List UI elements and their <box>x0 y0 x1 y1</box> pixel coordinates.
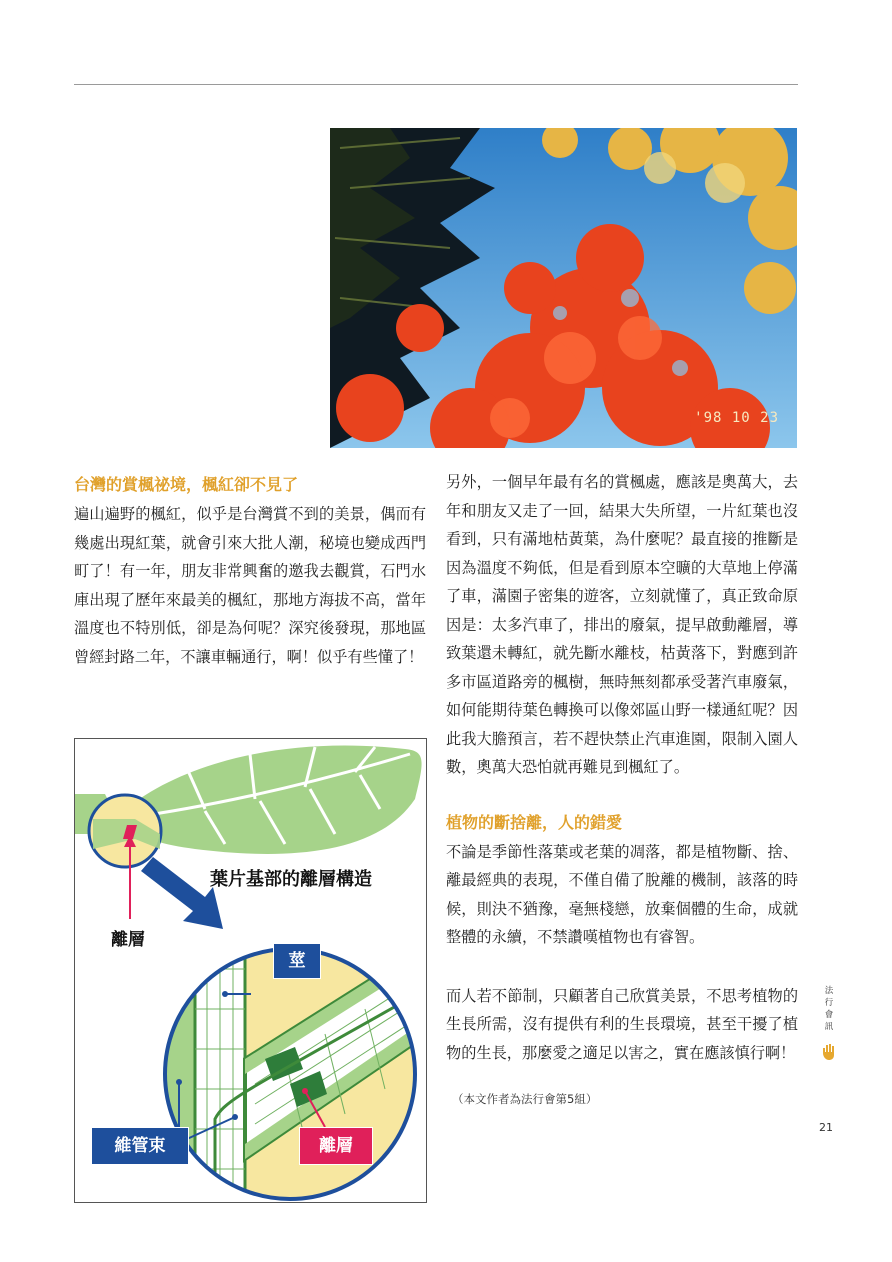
section-heading-detachment: 植物的斷捨離，人的錯愛 <box>446 812 623 832</box>
paragraph-human-restraint: 而人若不節制，只顧著自己欣賞美景，不思考植物的生長所需，沒有提供有利的生長環境，甚至干擾了植物的生長，那麼愛之適足以害之，實在應該慎行啊！ <box>446 986 798 1062</box>
photo-date-stamp: '98 10 23 <box>694 410 779 426</box>
page-number: 21 <box>819 1121 833 1134</box>
paragraph-aowanda: 另外，一個早年最有名的賞楓處，應該是奧萬大，去年和朋友又走了一回，結果大失所望，一片紅葉也沒看到，只有滿地枯黃葉，為什麼呢？最直接的推斷是因為溫度不夠低，但是看到原本空曠的大草地上停滿了車，滿園子密集的遊客，立刻就懂了，真正致命原因是：太多汽車了，排出的廢氣，提早啟動離層，導致葉還未轉紅，就先斷水離枝，枯黃落下，對應到許多市區道路旁的楓樹，無時無刻都承受著汽車廢氣，如何能期待葉色轉換可以像郊區山野一樣通紅呢？因此我大膽預言，若不趕快禁止汽車進園，限制入園人數，奧萬大恐怕就再難見到楓紅了。 <box>446 473 798 776</box>
hand-icon <box>821 1043 837 1061</box>
left-column <box>74 470 426 671</box>
stem-label-box: 莖 <box>273 943 321 979</box>
paragraph-plant-detachment: 不論是季節性落葉或老葉的凋落，都是植物斷、捨、離最經典的表現，不僅自備了脫離的機制，該落的時候，則決不猶豫，毫無棧戀，放棄個體的生命，成就整體的永續，不禁讚嘆植物也有睿智。 <box>446 842 798 946</box>
author-credit: （本文作者為法行會第5組） <box>452 1092 598 1106</box>
vascular-bundle-label-box: 維管束 <box>91 1127 189 1165</box>
paragraph-taiwan: 遍山遍野的楓紅，似乎是台灣賞不到的美景，偶而有幾處出現紅葉，就會引來大批人潮，秘境也變成西門町了！有一年，朋友非常興奮的邀我去觀賞，石門水庫出現了歷年來最美的楓紅，那地方海拔不高，當年溫度也不特別低，卻是為何呢？深究後發現，那地區曾經封路二年，不讓車輛通行，啊！似乎有些懂了！ <box>74 505 426 666</box>
abscission-layer-label-box: 離層 <box>299 1127 373 1165</box>
right-column <box>446 468 798 1114</box>
sidebar-mark <box>818 985 840 1065</box>
maple-photo <box>330 128 797 448</box>
top-rule <box>74 84 798 85</box>
sidebar-text: 法 行 會 訊 <box>824 986 834 1032</box>
section-heading-taiwan: 台灣的賞楓祕境，楓紅卻不見了 <box>74 475 299 494</box>
abscission-label: 離層 <box>111 930 145 950</box>
diagram-title: 葉片基部的離層構造 <box>210 869 372 890</box>
abscission-diagram <box>74 738 427 1203</box>
